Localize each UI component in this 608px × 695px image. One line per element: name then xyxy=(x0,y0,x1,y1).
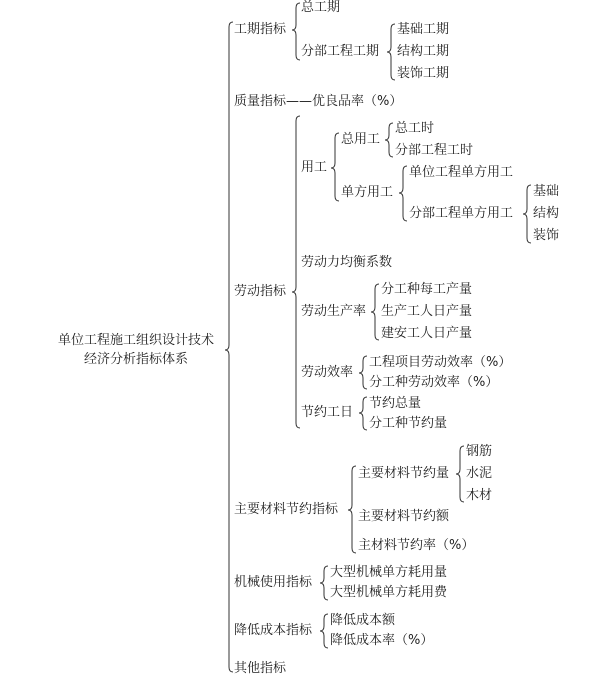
trade-labor-efficiency: 分工种劳动效率（%） xyxy=(369,375,499,390)
employment: 用工 xyxy=(301,160,328,175)
labor-balance-coefficient: 劳动力均衡系数 xyxy=(301,255,393,270)
brace-material-amount xyxy=(456,446,464,502)
decoration-duration: 装饰工期 xyxy=(397,66,450,81)
other-indicators: 其他指标 xyxy=(234,661,287,676)
per-area-structure: 结构 xyxy=(533,206,560,221)
cement: 水泥 xyxy=(466,466,493,481)
total-work-hours: 总工时 xyxy=(395,121,435,136)
material-saving-value: 主要材料节约额 xyxy=(358,509,450,524)
foundation-duration: 基础工期 xyxy=(397,22,450,37)
per-area-decoration: 装饰 xyxy=(533,228,560,243)
trade-saving: 分工种节约量 xyxy=(369,416,448,431)
rebar: 钢筋 xyxy=(466,444,493,459)
machinery-per-area-cost: 大型机械单方耗用费 xyxy=(330,585,448,600)
brace-unit-employment xyxy=(399,166,407,221)
machinery-indicator: 机械使用指标 xyxy=(234,575,313,590)
brace-material xyxy=(348,466,356,553)
root-node xyxy=(58,331,214,369)
brace-saving xyxy=(359,397,367,430)
cost-reduction-rate: 降低成本率（%） xyxy=(330,633,434,648)
root-title-line-1: 单位工程施工组织设计技术 xyxy=(58,333,215,348)
brace-duration xyxy=(292,3,300,60)
material-saving-amount: 主要材料节约量 xyxy=(358,466,450,481)
sub-project-duration: 分部工程工期 xyxy=(301,44,380,59)
labor-efficiency: 劳动效率 xyxy=(301,365,354,380)
timber: 木材 xyxy=(466,488,493,503)
brace-total-employment xyxy=(385,123,393,157)
structure-duration: 结构工期 xyxy=(397,44,450,59)
brace-cost xyxy=(320,614,328,648)
brace-productivity xyxy=(371,284,379,340)
unit-project-per-area-employment: 单位工程单方用工 xyxy=(409,165,514,180)
brace-employment xyxy=(331,133,339,201)
machinery-per-area-quantity: 大型机械单方耗用量 xyxy=(330,565,448,580)
total-saving: 节约总量 xyxy=(369,396,422,411)
brace-machinery xyxy=(320,566,328,600)
brace-root xyxy=(225,22,233,672)
sub-project-per-area-employment: 分部工程单方用工 xyxy=(409,206,514,221)
total-employment: 总用工 xyxy=(341,132,381,147)
labor-productivity: 劳动生产率 xyxy=(301,304,367,319)
material-saving-rate: 主材料节约率（%） xyxy=(358,538,475,553)
brace-sub-duration xyxy=(387,24,395,80)
brace-labor xyxy=(292,116,300,428)
brace-efficiency xyxy=(359,356,367,389)
production-worker-daily-output: 生产工人日产量 xyxy=(381,304,473,319)
construction-worker-daily-output: 建安工人日产量 xyxy=(381,326,473,341)
project-labor-efficiency: 工程项目劳动效率（%） xyxy=(369,355,512,370)
labor-indicator: 劳动指标 xyxy=(234,284,287,299)
total-duration: 总工期 xyxy=(301,0,341,15)
duration-indicator: 工期指标 xyxy=(234,22,287,37)
per-area-foundation: 基础 xyxy=(533,184,560,199)
cost-reduction-indicator: 降低成本指标 xyxy=(234,623,313,638)
output-per-worker-by-trade: 分工种每工产量 xyxy=(381,282,473,297)
sub-project-work-hours: 分部工程工时 xyxy=(395,143,474,158)
material-saving-indicator: 主要材料节约指标 xyxy=(234,502,339,517)
unit-area-employment: 单方用工 xyxy=(341,185,394,200)
quality-indicator: 质量指标——优良品率（%） xyxy=(234,94,403,109)
cost-reduction-amount: 降低成本额 xyxy=(330,613,396,628)
workday-saving: 节约工日 xyxy=(301,405,354,420)
brace-per-area-items xyxy=(523,185,531,243)
root-title-line-2: 经济分析指标体系 xyxy=(84,352,189,367)
